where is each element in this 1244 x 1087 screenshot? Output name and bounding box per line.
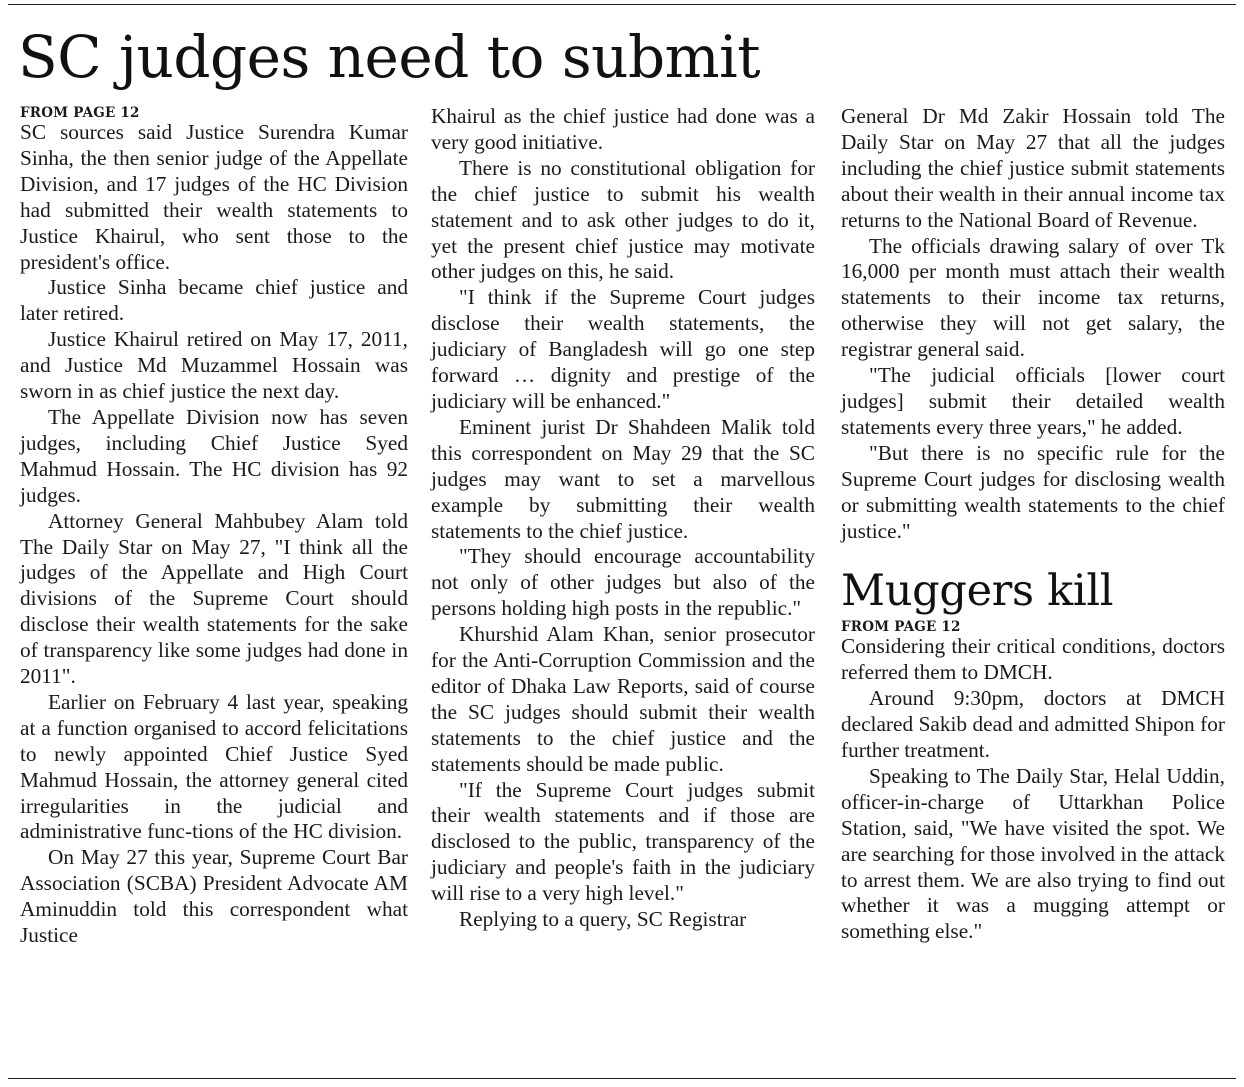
- column-2: [431, 104, 815, 933]
- paragraph: Khairul as the chief justice had done was a very good initiative.: [431, 104, 815, 154]
- top-rule: [8, 4, 1236, 5]
- paragraph: The officials drawing salary of over Tk 16,000 per month must attach their wealth statements to their income tax returns, otherwise they will not get salary, the registrar general said.: [841, 233, 1225, 362]
- main-headline: SC judges need to submit: [18, 23, 760, 91]
- second-headline: Muggers kill: [841, 566, 1114, 617]
- paragraph: General Dr Md Zakir Hossain told The Daily Star on May 27 that all the judges including the chief justice submit statements about their wealth in their annual income tax returns to the National Board of Revenue.: [841, 104, 1225, 232]
- paragraph: Attorney General Mahbubey Alam told The Daily Star on May 27, "I think all the judges of the Appellate and High Court divisions of the Supreme Court should disclose their wealth statements for the sake of transparency like some judges had done in 2011".: [20, 508, 408, 689]
- column-1: [20, 104, 408, 949]
- paragraph: Around 9:30pm, doctors at DMCH declared Sakib dead and admitted Shipon for further treatment.: [841, 686, 1225, 763]
- paragraph: There is no constitutional obligation for the chief justice to submit his wealth statement and to ask other judges to do it, yet the present chief justice may motivate other judges on this, he said.: [431, 155, 815, 284]
- paragraph: Eminent jurist Dr Shahdeen Malik told this correspondent on May 29 that the SC judges may want to set a marvellous example by submitting their wealth statements to the chief justice.: [431, 414, 815, 543]
- column-3: [841, 104, 1225, 945]
- paragraph: The Appellate Division now has seven judges, including Chief Justice Syed Mahmud Hossain. The HC division has 92 judges.: [20, 404, 408, 507]
- paragraph: "They should encourage accountability not only of other judges but also of the persons holding high posts in the republic.": [431, 544, 815, 621]
- paragraph: "If the Supreme Court judges submit their wealth statements and if those are disclosed to the public, transparency of the judiciary and people's faith in the judiciary will rise to a very high level.": [431, 777, 815, 906]
- paragraph: "I think if the Supreme Court judges disclose their wealth statements, the judiciary of Bangladesh will go one step forward … dignity and prestige of the judiciary will be enhanced.": [431, 285, 815, 413]
- paragraph: Justice Khairul retired on May 17, 2011, and Justice Md Muzammel Hossain was sworn in as chief justice the next day.: [20, 327, 408, 404]
- paragraph: Replying to a query, SC Registrar: [459, 907, 747, 932]
- paragraph: Considering their critical conditions, doctors referred them to DMCH.: [841, 634, 1225, 685]
- paragraph: "The judicial officials [lower court judges] submit their detailed wealth statements every three years," he added.: [841, 363, 1225, 439]
- bottom-rule: [8, 1078, 1236, 1079]
- paragraph: Earlier on February 4 last year, speaking at a function organised to accord felicitations to newly appointed Chief Justice Syed Mahmud Hossain, the attorney general cited irregularities in the judicial and administrative func-tions of the HC division.: [20, 689, 408, 844]
- paragraph: Speaking to The Daily Star, Helal Uddin, officer-in-charge of Uttarkhan Police Station, said, "We have visited the spot. We are searching for those involved in the attack to arrest them. We are also trying to find out whether it was a mugging attempt or something else.": [841, 763, 1225, 944]
- main-kicker: FROM PAGE 12: [20, 105, 140, 121]
- second-kicker: FROM PAGE 12: [841, 619, 961, 636]
- paragraph: SC sources said Justice Surendra Kumar Sinha, the then senior judge of the Appellate Division, and 17 judges of the HC Division had submitted their wealth statements to Justice Khairul, who sent those to the president's office.: [20, 120, 408, 274]
- paragraph: Khurshid Alam Khan, senior prosecutor for the Anti-Corruption Commission and the editor of Dhaka Law Reports, said of course the SC judges should submit their wealth statements to the chief justice and the statements should be made public.: [431, 622, 815, 776]
- paragraph: Justice Sinha became chief justice and later retired.: [20, 275, 408, 326]
- paragraph: "But there is no specific rule for the Supreme Court judges for disclosing wealth or submitting wealth statements to the chief justice.": [841, 440, 1225, 543]
- paragraph: On May 27 this year, Supreme Court Bar Association (SCBA) President Advocate AM Aminuddin told this correspondent what Justice: [20, 845, 408, 948]
